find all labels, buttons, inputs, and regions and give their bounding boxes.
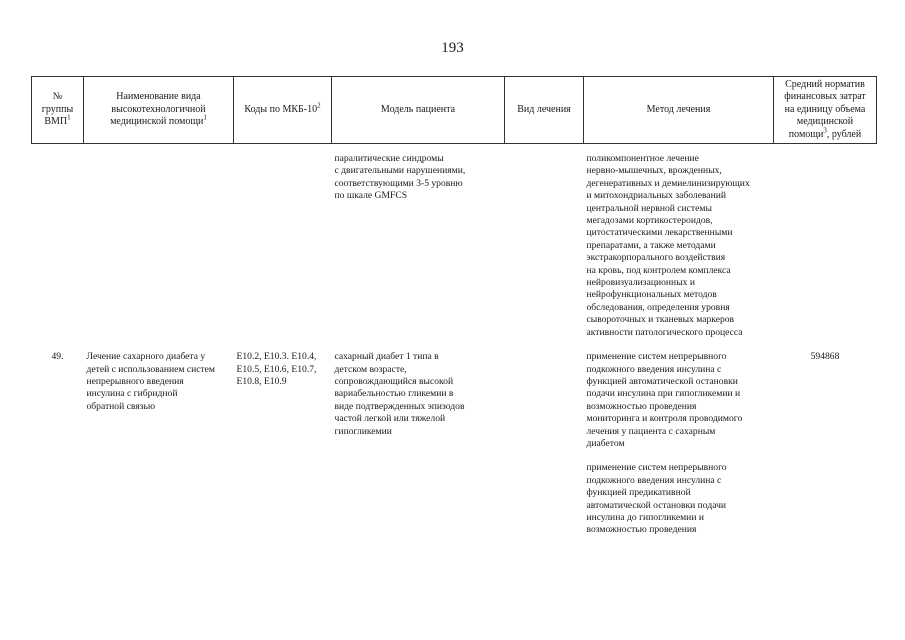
cell-treatment-type	[505, 345, 584, 537]
cell-financial-norm: 594868	[810, 351, 840, 363]
cell-icd-codes: E10.2, E10.3. E10.4, E10.5, E10.6, E10.7, E10.8, E10.9	[236, 351, 317, 387]
cell-patient-model: сахарный диабет 1 типа в детском возрасте, сопровождающийся высокой вариабельностью гликемии в виде подтвержденных эпизодов частой легкой или тяжелой гипогликемии	[334, 351, 465, 437]
table-row-49	[32, 345, 877, 537]
header-financial-norm: Средний норматив финансовых затрат на единицу объема медицинской помощи$^3$, рублей	[774, 77, 877, 144]
cell-care-type-name: Лечение сахарного диабета у детей с использованием систем непрерывного введения инсулина с гибридной обратной связью	[86, 351, 215, 412]
cell-treatment-type	[505, 144, 584, 346]
table-row-continuation	[32, 144, 877, 346]
cell-name	[84, 144, 234, 346]
cell-patient-model: паралитические синдромы с двигательными нарушениями, соответствующими 3-5 уровню по шкале GMFCS	[334, 153, 466, 202]
cell-group	[32, 144, 84, 346]
header-patient-model: Модель пациента	[332, 77, 505, 144]
cell-norm	[774, 144, 877, 346]
header-care-type-name: Наименование вида высокотехнологичной медицинской помощи$^1$	[84, 77, 234, 144]
cell-treatment-method	[584, 345, 774, 537]
page-number: 193	[441, 40, 464, 56]
header-treatment-method: Метод лечения	[584, 77, 774, 144]
treatment-method-2: применение систем непрерывного подкожного введения инсулина с функцией предикативной автоматической остановки подачи инсулина до гипогликемии и возможностью проведения	[586, 462, 727, 536]
header-icd-codes: Коды по МКБ-$10^2$	[234, 77, 332, 144]
header-row	[32, 77, 877, 144]
cell-treatment-method: поликомпонентное лечение нервно-мышечных, врожденных, дегенеративных и демиелинизирующих и митохондриальных заболеваний центральной нервной системы мегадозами кортикостероидов, цитостатическими лекарственными препаратами, а также методами экстракорпорального воздействия на кровь, под контролем комплекса нейровизуализационных и нейрофункциональных методов обследования, определения уровня сывороточных и тканевых маркеров активности патологического процесса	[586, 153, 750, 338]
cell-codes	[234, 144, 332, 346]
treatment-method-1: применение систем непрерывного подкожного введения инсулина с функцией автоматической остановки подачи инсулина при гипогликемии и возможностью проведения мониторинга и контроля проводимого лечения у пациента с сахарным диабетом	[586, 351, 743, 449]
cell-group-number: 49.	[51, 351, 64, 363]
header-treatment-type: Вид лечения	[505, 77, 584, 144]
vmp-table	[31, 76, 877, 537]
header-group-number: № группы ВМП$^1$	[32, 77, 84, 144]
